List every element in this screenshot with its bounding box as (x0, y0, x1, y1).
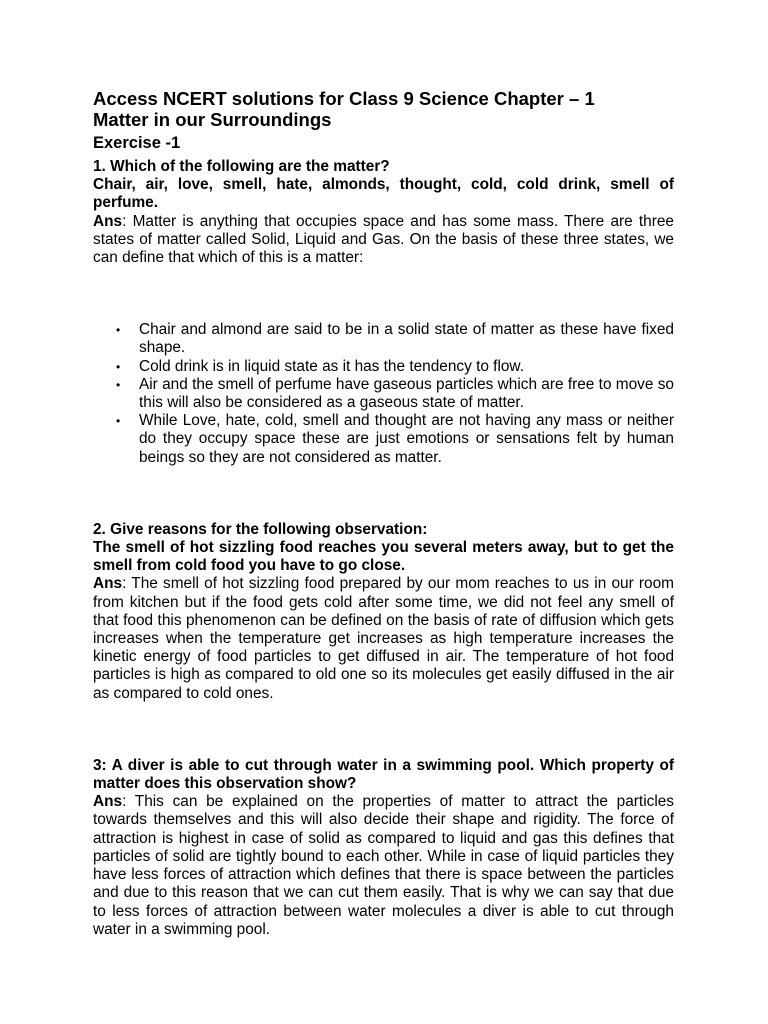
question-3-title: 3: A diver is able to cut through water in a swimming pool. Which property of matter does this observation show? (93, 756, 674, 793)
document-title (93, 88, 674, 130)
list-item-text: Air and the smell of perfume have gaseous particles which are free to move so this will also be considered as a gaseous state of matter. (139, 375, 674, 412)
document-title-line-1: Access NCERT solutions for Class 9 Science Chapter – 1 (93, 88, 595, 109)
document-page (93, 88, 674, 939)
question-1-answer-text: : Matter is anything that occupies space and has some mass. There are three states of matter called Solid, Liquid and Gas. On the basis of these three states, we can define that which of this is a matter: (93, 212, 674, 267)
bullet-icon: • (116, 323, 121, 338)
list-item (93, 321, 674, 357)
answer-label: Ans (93, 793, 123, 811)
question-3-answer (93, 793, 674, 939)
list-item-text: Chair and almond are said to be in a solid state of matter as these have fixed shape. (139, 321, 674, 357)
list-item (93, 358, 674, 376)
question-2-answer (93, 575, 674, 702)
list-item (93, 376, 674, 412)
bullet-icon: • (116, 414, 121, 429)
question-1-bullet-list (93, 321, 674, 467)
question-3-answer-text: : This can be explained on the properties of matter to attract the particles towards themselves and this will also decide their shape and rigidity. The force of attraction is highest in case of solid as compared to liquid and gas this defines that particles of solid are tightly bound to each other. While in case of liquid particles they have less forces of attraction which defines that there is space between the particles and due to this reason that we can cut them easily. That is why we can say that due to less forces of attraction between water molecules a diver is able to cut through water in a swimming pool. (93, 793, 674, 938)
list-item-text: While Love, hate, cold, smell and thought are not having any mass or neither do they occupy space these are just emotions or sensations felt by human beings so they are not considered as matter. (139, 412, 674, 466)
list-item (93, 412, 674, 467)
question-2-subtext: The smell of hot sizzling food reaches you several meters away, but to get the smell from cold food you have to go close. (93, 539, 674, 575)
question-1-block (93, 158, 674, 467)
answer-label: Ans (93, 212, 123, 230)
exercise-heading: Exercise -1 (93, 134, 181, 152)
question-2-answer-text: : The smell of hot sizzling food prepared by our mom reaches to us in our room from kitchen but if the food gets cold after some time, we did not feel any smell of that food this phenomenon can be defined on the basis of rate of diffusion which gets increases when the temperature get increases as high temperature increases the kinetic energy of food particles to get diffused in air. The temperature of hot food particles is high as compared to old one so its molecules get easily diffused in the air as compared to cold ones. (93, 575, 674, 702)
question-1-answer (93, 213, 674, 268)
bullet-icon: • (116, 359, 121, 374)
document-title-line-2: Matter in our Surroundings (93, 109, 332, 130)
bullet-icon: • (116, 377, 121, 392)
question-2-block (93, 521, 674, 703)
list-item-text: Cold drink is in liquid state as it has the tendency to flow. (139, 357, 524, 375)
question-3-block (93, 757, 674, 939)
question-2-title: 2. Give reasons for the following observation: (93, 520, 428, 538)
question-1-subtext: Chair, air, love, smell, hate, almonds, thought, cold, cold drink, smell of perfume. (93, 176, 674, 212)
answer-label: Ans (93, 575, 123, 593)
question-1-title: 1. Which of the following are the matter? (93, 158, 390, 175)
